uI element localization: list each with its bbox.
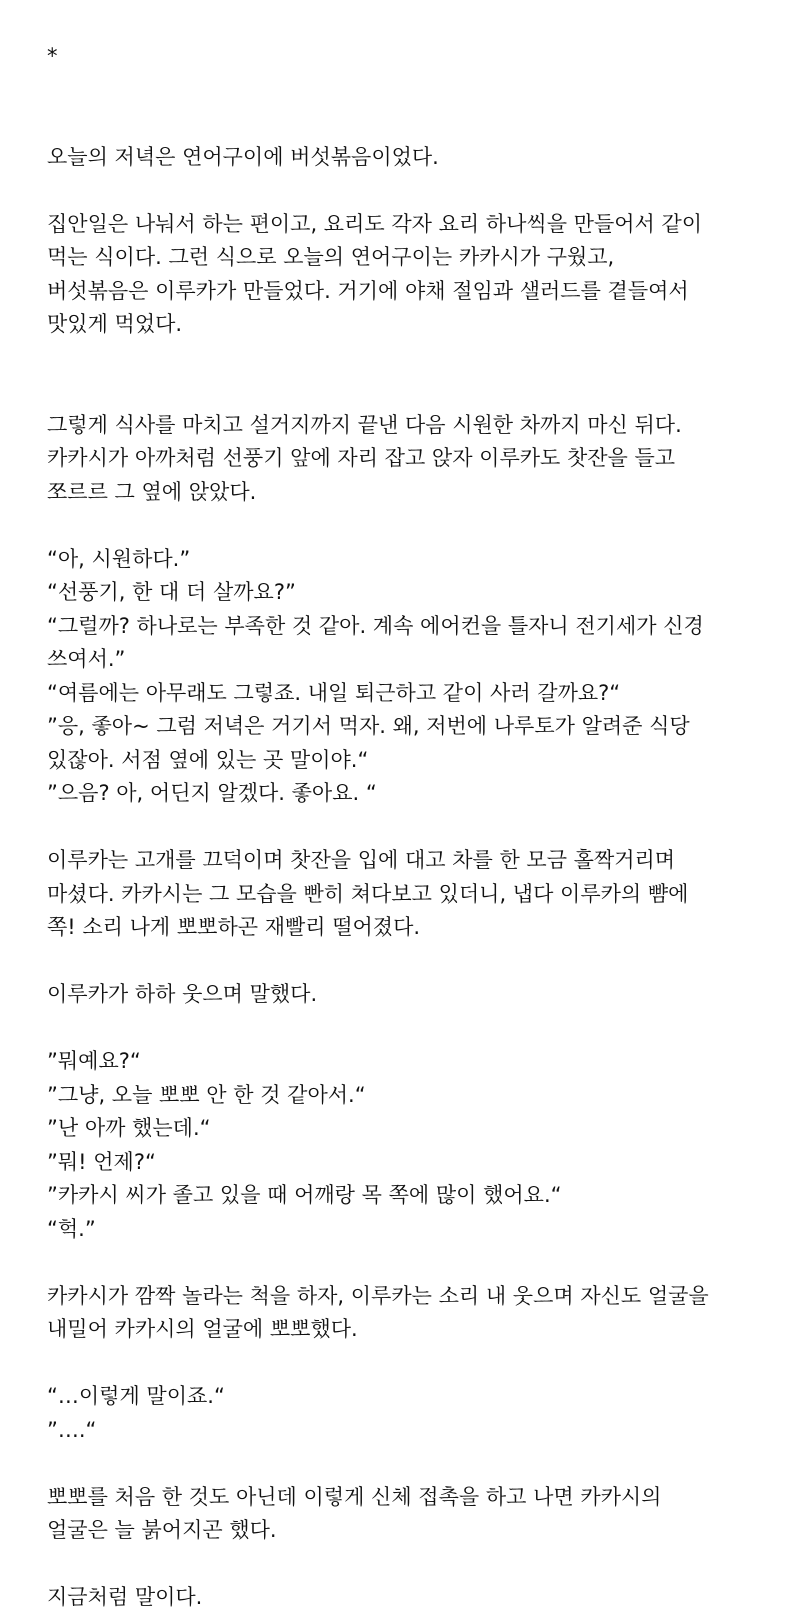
dialogue-line: “…이렇게 말이죠.“ xyxy=(47,1384,225,1408)
paragraph xyxy=(47,844,767,945)
dialogue-block xyxy=(47,1045,767,1246)
spacer xyxy=(47,945,767,979)
dialogue-line: ”뭐예요?“ xyxy=(47,1049,141,1073)
text-line: 카카시가 깜짝 놀라는 척을 하자, 이루카는 소리 내 웃으며 자신도 얼굴을 xyxy=(47,1283,709,1308)
paragraph xyxy=(47,141,767,175)
spacer xyxy=(47,1548,767,1582)
dialogue-block xyxy=(47,543,767,811)
spacer xyxy=(47,1447,767,1481)
dialogue-line: ”응, 좋아~ 그럼 저녁은 거기서 먹자. 왜, 저번에 나루토가 알려준 식당 xyxy=(47,714,690,738)
paragraph xyxy=(47,208,767,342)
text-line: 카카시가 아까처럼 선풍기 앞에 자리 잡고 앉자 이루카도 찻잔을 들고 xyxy=(47,446,676,470)
dialogue-line: “여름에는 아무래도 그렇죠. 내일 퇴근하고 같이 사러 갈까요?“ xyxy=(47,680,621,705)
text-line: 먹는 식이다. 그런 식으로 오늘의 연어구이는 카카시가 구웠고, xyxy=(47,245,615,269)
text-line: 오늘의 저녁은 연어구이에 버섯볶음이었다. xyxy=(47,144,439,169)
spacer xyxy=(47,342,767,409)
text-line: 얼굴은 늘 붉어지곤 했다. xyxy=(47,1518,277,1542)
spacer xyxy=(47,509,767,543)
paragraph xyxy=(47,409,767,510)
story-text xyxy=(47,40,767,1610)
text-line: 버섯볶음은 이루카가 만들었다. 거기에 야채 절임과 샐러드를 곁들여서 xyxy=(47,278,689,303)
spacer xyxy=(47,1347,767,1381)
text-line: 이루카는 고개를 끄덕이며 찻잔을 입에 대고 차를 한 모금 홀짝거리며 xyxy=(47,848,676,872)
dialogue-line: ”….“ xyxy=(47,1417,97,1442)
paragraph xyxy=(47,1481,767,1548)
text-line: 뽀뽀를 처음 한 것도 아닌데 이렇게 신체 접촉을 하고 나면 카카시의 xyxy=(47,1484,662,1509)
spacer xyxy=(47,74,767,141)
paragraph xyxy=(47,1581,767,1610)
spacer xyxy=(47,174,767,208)
dialogue-line: ”난 아까 했는데.“ xyxy=(47,1116,211,1140)
dialogue-line: ”으음? 아, 어딘지 알겠다. 좋아요. “ xyxy=(47,781,377,805)
dialogue-line: ”카카시 씨가 졸고 있을 때 어깨랑 목 쪽에 많이 했어요.“ xyxy=(47,1183,562,1207)
dialogue-line: “헉.” xyxy=(47,1216,96,1241)
dialogue-line: 쓰여서.” xyxy=(47,647,126,671)
dialogue-block xyxy=(47,1380,767,1447)
section-separator: * xyxy=(47,44,58,68)
dialogue-line: ”뭐! 언제?“ xyxy=(47,1149,156,1174)
dialogue-line: 있잖아. 서점 옆에 있는 곳 말이야.“ xyxy=(47,747,369,772)
spacer xyxy=(47,811,767,845)
dialogue-line: “아, 시원하다.” xyxy=(47,546,191,571)
dialogue-line: “그럴까? 하나로는 부족한 것 같아. 계속 에어컨을 틀자니 전기세가 신경 xyxy=(47,613,704,638)
text-line: 지금처럼 말이다. xyxy=(47,1585,203,1609)
paragraph xyxy=(47,978,767,1012)
text-line: 내밀어 카카시의 얼굴에 뽀뽀했다. xyxy=(47,1317,358,1341)
text-line: 쪽! 소리 나게 뽀뽀하곤 재빨리 떨어졌다. xyxy=(47,915,421,939)
text-line: 그렇게 식사를 마치고 설거지까지 끝낸 다음 시원한 차까지 마신 뒤다. xyxy=(47,412,682,437)
text-line: 이루카가 하하 웃으며 말했다. xyxy=(47,982,318,1006)
text-line: 집안일은 나눠서 하는 편이고, 요리도 각자 요리 하나씩을 만들어서 같이 xyxy=(47,211,703,236)
text-line: 마셨다. 카카시는 그 모습을 빤히 쳐다보고 있더니, 냅다 이루카의 뺨에 xyxy=(47,881,689,906)
dialogue-line: “선풍기, 한 대 더 살까요?” xyxy=(47,580,296,604)
paragraph xyxy=(47,1280,767,1347)
spacer xyxy=(47,1012,767,1046)
text-line: 쪼르르 그 옆에 앉았다. xyxy=(47,479,257,504)
spacer xyxy=(47,1246,767,1280)
dialogue-line: ”그냥, 오늘 뽀뽀 안 한 것 같아서.“ xyxy=(47,1082,366,1107)
text-line: 맛있게 먹었다. xyxy=(47,312,183,336)
